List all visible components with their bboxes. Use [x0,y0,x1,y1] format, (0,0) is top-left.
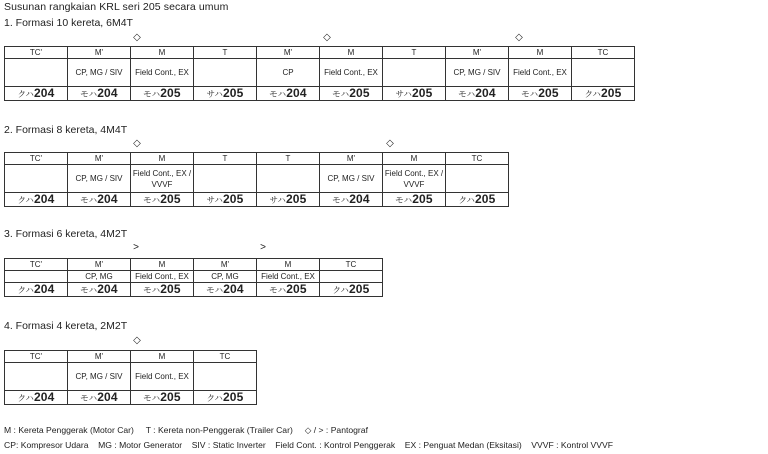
car-kana: モハ [269,89,287,99]
car-equipment [194,165,257,193]
car-equipment: Field Cont., EX [257,271,320,283]
car-equipment: CP, MG / SIV [68,363,131,391]
car-kana: モハ [80,89,98,99]
car-type: M [131,351,194,363]
formation-2-table [4,152,509,207]
car-name [320,193,383,207]
car-equipment [572,59,635,87]
car-name [383,193,446,207]
car-number: 205 [285,192,307,206]
car-name [5,193,68,207]
car-number: 204 [33,192,55,206]
car-number: 204 [223,282,244,296]
car-number: 204 [475,86,496,100]
car-type: M [131,47,194,59]
car-equipment [5,363,68,391]
car-number: 205 [222,192,244,206]
car-number: 204 [97,282,118,296]
car-number: 205 [160,282,181,296]
car-type: M [383,153,446,165]
car-name [257,87,320,101]
car-number: 205 [538,86,559,100]
car-name [320,283,383,297]
car-name [194,87,257,101]
car-kana: モハ [143,195,161,205]
car-type: M' [68,47,131,59]
car-equipment: Field Cont., EX / VVVF [131,165,194,193]
pantograph-marker: ◇ [133,138,141,149]
page-title: Susunan rangkaian KRL seri 205 secara umum [4,1,229,13]
car-type: TC [446,153,509,165]
car-type: M' [68,259,131,271]
car-type: M' [68,351,131,363]
car-kana: モハ [395,195,413,205]
car-number: 205 [222,390,244,404]
car-kana: モハ [332,89,350,99]
car-name [68,193,131,207]
car-type: T [257,153,320,165]
car-equipment [257,165,320,193]
car-kana: モハ [80,285,98,295]
car-name [194,391,257,405]
car-kana: クハ [332,285,349,295]
car-number: 204 [349,192,370,206]
car-kana: モハ [206,285,224,295]
car-number: 205 [348,282,370,296]
car-number: 205 [286,282,307,296]
car-name [131,283,194,297]
car-kana: モハ [521,89,539,99]
pantograph-marker: > [133,242,139,253]
car-number: 205 [349,86,370,100]
car-equipment: CP, MG / SIV [320,165,383,193]
car-number: 204 [33,282,55,296]
car-name [131,391,194,405]
pantograph-marker: ◇ [386,138,394,149]
car-name [257,193,320,207]
car-type: T [383,47,446,59]
car-type: TC [194,351,257,363]
pantograph-marker: ◇ [133,335,141,346]
car-name [5,391,68,405]
car-number: 204 [97,86,118,100]
car-kana: モハ [458,89,476,99]
car-number: 204 [97,192,118,206]
car-equipment [383,59,446,87]
car-number: 205 [222,86,244,100]
car-kana: クハ [206,393,223,403]
legend-line-2: CP: Kompresor Udara MG : Motor Generator SIV : Static Inverter Field Cont. : Kontrol Penggerak EX : Penguat Medan (Eksitasi) VVVF : Kontrol VVVF [4,440,613,450]
car-equipment [5,59,68,87]
car-type: T [194,47,257,59]
car-number: 204 [286,86,307,100]
car-type: T [194,153,257,165]
formation-3-heading: 3. Formasi 6 kereta, 4M2T [4,228,128,240]
car-kana: クハ [17,89,34,99]
car-kana: モハ [143,89,161,99]
car-kana: クハ [17,195,34,205]
car-number: 204 [97,390,118,404]
car-equipment: CP [257,59,320,87]
car-name [446,193,509,207]
car-name [5,283,68,297]
car-number: 205 [160,192,181,206]
formation-1-heading: 1. Formasi 10 kereta, 6M4T [4,17,133,29]
car-name [320,87,383,101]
car-number: 205 [160,86,181,100]
formation-4-heading: 4. Formasi 4 kereta, 2M2T [4,320,128,332]
car-equipment: CP, MG / SIV [68,165,131,193]
car-kana: モハ [332,195,350,205]
car-type: M [509,47,572,59]
car-equipment [446,165,509,193]
car-name [5,87,68,101]
car-equipment: CP, MG [194,271,257,283]
formation-1-table [4,46,635,101]
car-name [446,87,509,101]
car-number: 205 [412,192,433,206]
car-equipment: Field Cont., EX / VVVF [383,165,446,193]
car-equipment [320,271,383,283]
car-number: 205 [600,86,622,100]
car-name [383,87,446,101]
car-type: M' [257,47,320,59]
car-equipment: CP, MG / SIV [446,59,509,87]
car-kana: モハ [269,285,287,295]
pantograph-marker: ◇ [323,32,331,43]
car-name [131,193,194,207]
car-type: TC [572,47,635,59]
car-name [572,87,635,101]
car-equipment [5,271,68,283]
car-equipment: Field Cont., EX [509,59,572,87]
car-equipment [194,363,257,391]
car-equipment: CP, MG / SIV [68,59,131,87]
pantograph-marker: ◇ [133,32,141,43]
car-equipment: Field Cont., EX [320,59,383,87]
car-equipment: Field Cont., EX [131,363,194,391]
car-type: M' [320,153,383,165]
formation-3-table [4,258,383,297]
car-kana: モハ [143,393,161,403]
car-kana: モハ [143,285,161,295]
car-type: TC' [5,351,68,363]
car-name [509,87,572,101]
car-kana: サハ [206,195,223,205]
car-equipment: Field Cont., EX [131,271,194,283]
car-equipment: Field Cont., EX [131,59,194,87]
car-type: M' [446,47,509,59]
car-kana: サハ [206,89,223,99]
car-kana: モハ [80,393,98,403]
car-kana: クハ [584,89,601,99]
car-type: M [320,47,383,59]
legend-line-1: M : Kereta Penggerak (Motor Car) T : Kereta non-Penggerak (Trailer Car) ◇ / > : Pantograf [4,425,368,435]
car-type: TC [320,259,383,271]
car-type: M' [68,153,131,165]
car-name [194,283,257,297]
formation-2-heading: 2. Formasi 8 kereta, 4M4T [4,124,128,136]
car-number: 204 [33,86,55,100]
car-type: TC' [5,153,68,165]
car-kana: クハ [458,195,475,205]
car-equipment [194,59,257,87]
pantograph-marker: ◇ [515,32,523,43]
car-equipment: CP, MG [68,271,131,283]
pantograph-marker: > [260,242,266,253]
car-name [68,391,131,405]
car-kana: サハ [269,195,286,205]
car-name [194,193,257,207]
formation-4-table [4,350,257,405]
car-kana: クハ [17,285,34,295]
car-number: 205 [160,390,181,404]
car-kana: モハ [80,195,98,205]
car-type: TC' [5,259,68,271]
car-name [131,87,194,101]
car-type: M [257,259,320,271]
car-kana: サハ [395,89,412,99]
car-type: M [131,153,194,165]
car-number: 205 [474,192,496,206]
car-number: 204 [33,390,55,404]
car-number: 205 [411,86,433,100]
car-equipment [5,165,68,193]
car-name [68,283,131,297]
car-name [257,283,320,297]
car-kana: クハ [17,393,34,403]
car-name [68,87,131,101]
car-type: M' [194,259,257,271]
car-type: M [131,259,194,271]
car-type: TC' [5,47,68,59]
